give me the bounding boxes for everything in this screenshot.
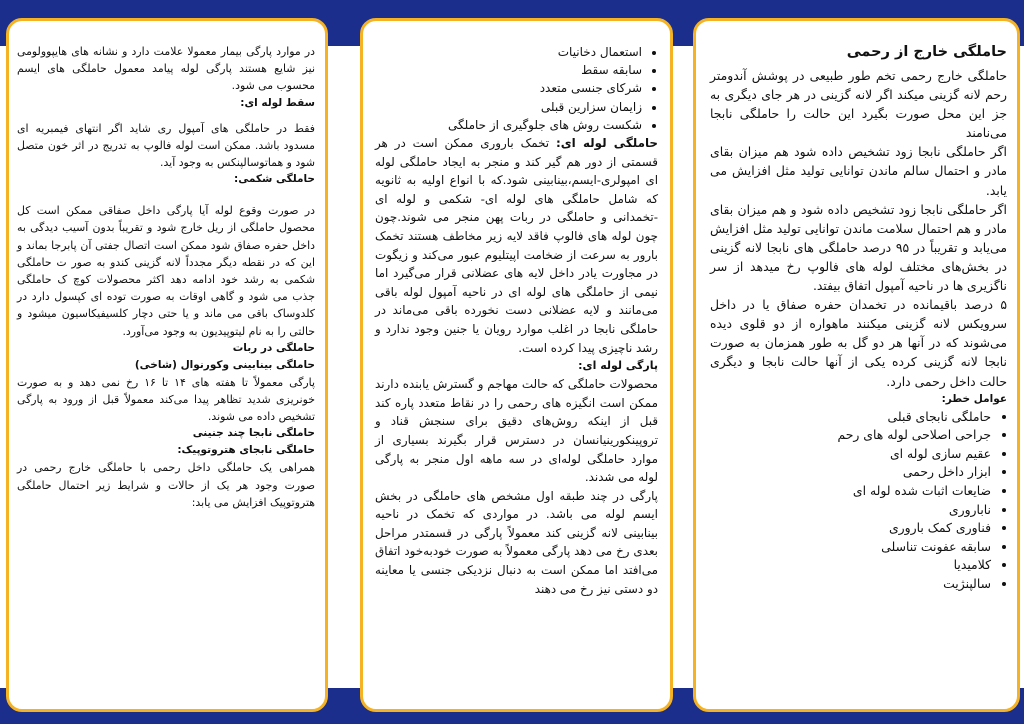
list-item: • سابقه عفونت تناسلی [710,538,991,557]
list-item: • سالپنژیت [710,575,991,594]
list-item: • عقیم سازی لوله ای [710,445,991,464]
risk-factors-continued-list [375,43,658,134]
panel-right [693,18,1020,712]
tubal-rupture-heading: پارگی لوله ای: [578,359,658,373]
list-item: • جراحی اصلاحی لوله های رحم [710,426,991,445]
risk-factors-heading: عوامل خطر: [941,392,1007,405]
list-item: • کلامیدیا [710,556,991,575]
tubal-abortion-paragraph: فقط در حاملگی های آمپول ری شاید اگر انتهای فیمبریه ای مسدود باشد. ممکن است لوله فالوپ به تدریج در اثر خون متصل شود و هماتوسالپنکس به وجود آید. [17,121,315,170]
list-item: • شرکای جنسی متعدد [375,79,642,97]
rupture-symptoms-paragraph: در موارد پارگی بیمار معمولا علامت دارد و نشانه های هایپوولومی نیز شایع هستند پارگی لوله پیامد معمول حاملگی های ایسم محسوب می شود. [17,45,315,93]
tubal-pregnancy-paragraph [375,134,658,357]
multifetal-heading: حاملگی نابجا چند جنینی [192,427,315,440]
spacer [17,188,315,202]
list-item: • شکست روش های جلوگیری از حاملگی [375,116,642,134]
heterotopic-heading: حاملگی نابجای هتروتوپیک: [177,444,315,457]
list-item: • ضایعات اثبات شده لوله ای [710,482,991,501]
page-title: حاملگی خارج از رحمی [846,44,1007,60]
spacer [17,112,315,120]
early-diagnosis-paragraph: اگر حاملگی نابجا زود تشخیص داده شود هم میزان بقای مادر و احتمال سالم ماندن توانایی تولید مثل افزایش می یابد. [710,144,1007,198]
tubal-percentage-paragraph: اگر حاملگی نابجا زود تشخیص داده شود و هم میزان بقای مادر و هم احتمال سلامت ماندن توانایی تولید مثل افزایش می‌یابد و تقریباً در ۹۵ درصد حاملگی های نابجا لانه گزینی در بخش‌های مختلف لوله های فالوپ رخ میدهد از سر ناگزیری ها در ناحیه آمپول اتفاق بیفتد. [710,201,1007,294]
risk-factors-list [710,408,1007,594]
abdominal-pregnancy-heading: حاملگی شکمی: [234,173,315,186]
list-item: • سابقه سقط [375,61,642,79]
panel-left [6,18,328,712]
panel-middle [360,18,673,712]
tubal-abortion-heading: سقط لوله ای: [240,96,315,109]
abdominal-pregnancy-paragraph: در صورت وقوع لوله آیا پارگی داخل صفاقی ممکن است کل محصول حاملگی از ریل خارج شود و تقریباً بدون آسیب دیدگی به داخل حفره صفاق شود ممکن است اتصال جفتی آن پابرجا بماند و این که در نقطه دیگر مجدداً لانه گزینی کندو به صور ت حاملگی شکمی به رشد خود ادامه دهد اکثر محصولات کوچ ک حاملگی جذب می شود و گاهی اوقات به صورت توده ای کپسول دارد در کلدوساک باقی می ماند و یا حتی دچار کلسیفیکاسیون میشود و حالتی را به نام لیتوپیدیون به وجود می‌آورد. [17,204,315,338]
list-item: • ابزار داخل رحمی [710,463,991,482]
remaining-sites-paragraph: ۵ درصد باقیمانده در تخمدان حفره صفاق یا در داخل سرویکس لانه گزینی میکنند ماهواره از دو قلوی دیده می‌شوند که در آنها هر دو گل به طور همزمان به صورت نابجا لانه گزینی کرده یکی از آنها حالت نابجا و دیگری حالت داخل رحمی دارد. [710,297,1007,389]
intro-paragraph: حاملگی خارج رحمی تخم طور طبیعی در پوشش آندومتر رحم لانه گزینی میکند اگر لانه گزینی در هر جای دیگری به جز این محل صورت بگیرد این حالت را حاملگی نابجا می‌نامند [710,68,1007,141]
tubal-pregnancy-label: حاملگی لوله ای: [555,136,658,151]
broad-ligament-heading: حاملگی در ربات [232,341,315,354]
interstitial-paragraph: پارگی معمولاً تا هفته های ۱۴ تا ۱۶ رخ نمی دهد و به صورت خونریزی شدید تظاهر پیدا می‌کند معمولاً قبل از ورود به پارگی تشخیص داده می شوند. [17,375,315,424]
list-item: • ناباروری [710,501,991,520]
tubal-rupture-paragraph: محصولات حاملگی که حالت مهاجم و گسترش یابنده دارند ممکن است انگیزه های رحمی را در نقاط متعدد پاره کند قبل از اینکه روش‌های دقیق برای سنجش قناد و تروپینکورینیانسان در دسترس قرار بگیرند بسیاری از موارد حاملگی لوله‌ای در سه ماهه اول منجر به پارگی لوله می شدند. [375,377,658,485]
list-item: • حاملگی نابجای قبلی [710,408,991,427]
tubal-pregnancy-text: تخمک باروری ممکن است در هر قسمتی از دور هم گیر کند و منجر به ایجاد حاملگی لوله ای امپولری-ایسم،بینابینی شود.که با انواع اولیه به ثانویه که شامل حاملگی های لوله ای- شکمی و لوله ای -تخمدانی و حاملگی در ربات پهن منجر می شوند.چون چون لوله های فالوپ فاقد لایه زیر مخاطف هستند تخمک بارور به سرعت از ضخامت اپیتلیوم عبور می‌کند و زیگوت در مجاورت یادر داخل لایه های عضلانی قرار می‌گیرد اما نیمی از حاملگی های لوله ای در ناحیه آمپول لوله باقی می‌مانند و لایه عضلانی دست نخورده باقی می‌ماند در حاملگی نابجا در اغلب موارد رویان یا جنین وجود ندارد و رشد ناچیزی پیدا کرده است. [375,136,658,355]
list-item: • زایمان سزارین قبلی [375,98,642,116]
heterotopic-paragraph: همراهی یک حاملگی داخل رحمی با حاملگی خارج رحمی در صورت وجود هر یک از حالات و شرایط زیر احتمال حاملگی هتروتوپیک افزایش می یابد: [17,461,315,509]
interstitial-heading: حاملگی بینابینی وکورنوال (شاخی) [134,358,315,371]
list-item: • استعمال دخانیات [375,43,642,61]
list-item: • فناوری کمک باروری [710,519,991,538]
rupture-timing-paragraph: پارگی در چند طبقه اول مشخص های حاملگی در بخش ایسم لوله می باشد. در مواردی که تخمک در ناحیه بینابینی لانه گزینی کند معمولاً پارگی در قسمتدر مراحل بعدی رخ می دهد پارگی معمولاً به صورت خودبه‌خود اتفاق می‌افتد اما ممکن است به دنبال نزدیکی جنسی یا معاینه دو دستی نیز رخ می دهند [375,488,658,596]
